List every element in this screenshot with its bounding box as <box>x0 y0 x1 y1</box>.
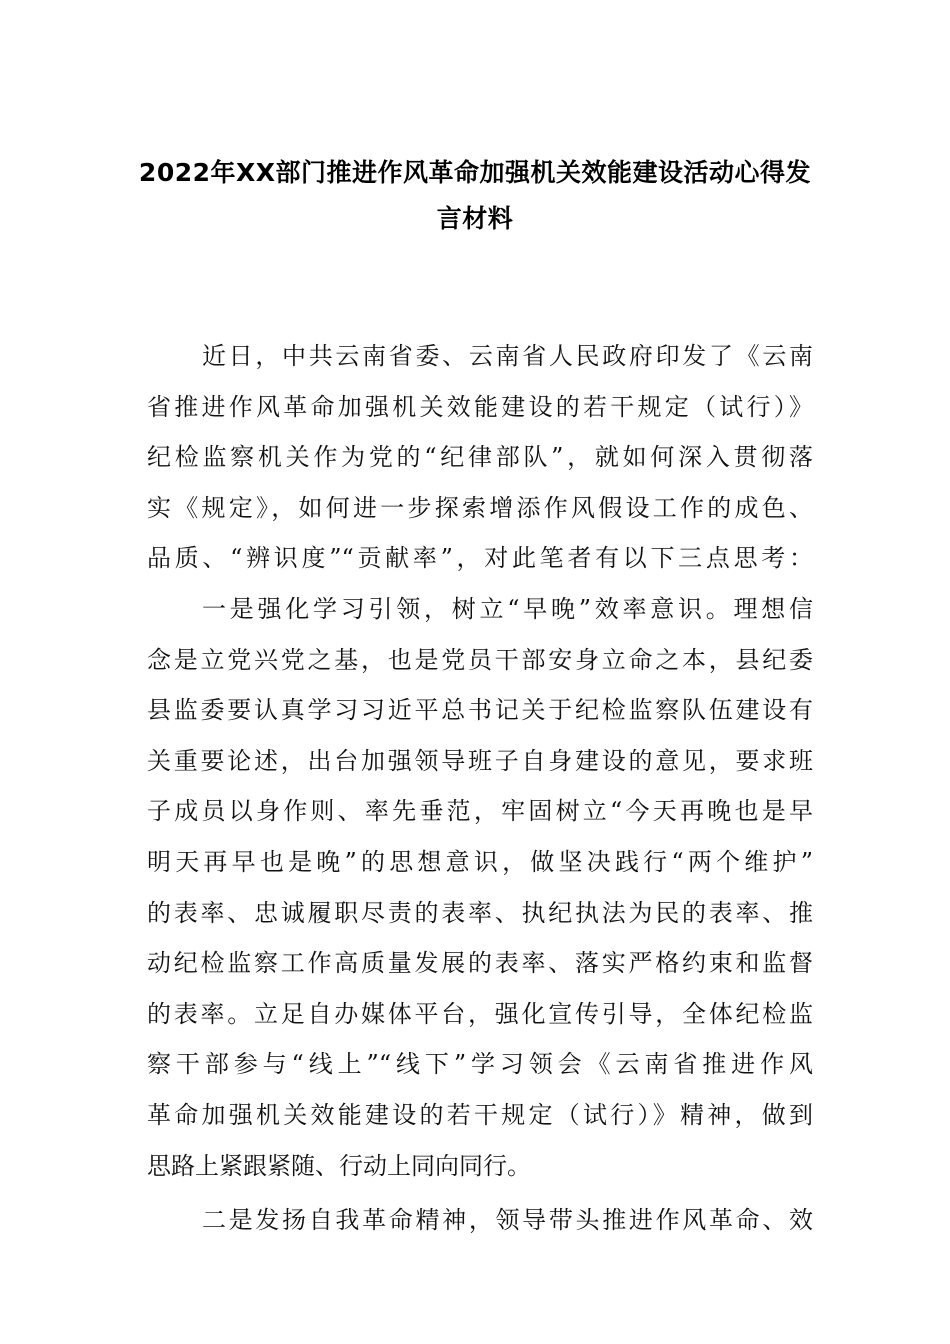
body-line: 实《规定》，如何进一步探索增添作风假设工作的成色、 <box>147 493 813 522</box>
body-line: 县监委要认真学习习近平总书记关于纪检监察队伍建设有 <box>147 696 813 725</box>
body-line: 思路上紧跟紧随、行动上同向同行。 <box>147 1151 531 1180</box>
paragraph-intro <box>147 331 813 584</box>
body-line: 念是立党兴党之基，也是党员干部安身立命之本，县纪委 <box>147 645 813 674</box>
body-line: 纪检监察机关作为党的“纪律部队”，就如何深入贯彻落 <box>147 443 813 472</box>
paragraph-point-two <box>147 1195 813 1246</box>
body-line: 子成员以身作则、率先垂范，牢固树立“今天再晚也是早 <box>147 797 813 826</box>
body-line: 品质、“辨识度”“贡献率”，对此笔者有以下三点思考： <box>147 544 813 573</box>
title-line-2: 言材料 <box>436 204 514 233</box>
body-line: 省推进作风革命加强机关效能建设的若干规定（试行）》 <box>147 392 813 421</box>
title-line-1: 2022年XX部门推进作风革命加强机关效能建设活动心得发 <box>138 158 812 187</box>
document-body <box>147 331 813 1246</box>
body-line: 明天再早也是晚”的思想意识，做坚决践行“两个维护” <box>147 847 813 876</box>
document-title <box>120 150 830 242</box>
body-line: 革命加强机关效能建设的若干规定（试行）》精神，做到 <box>147 1100 813 1129</box>
body-line: 关重要论述，出台加强领导班子自身建设的意见，要求班 <box>147 746 813 775</box>
body-line: 近日，中共云南省委、云南省人民政府印发了《云南 <box>202 342 813 370</box>
body-line: 二是发扬自我革命精神，领导带头推进作风革命、效 <box>202 1206 813 1235</box>
body-line: 一是强化学习引领，树立“早晚”效率意识。理想信 <box>202 594 813 623</box>
body-line: 动纪检监察工作高质量发展的表率、落实严格约束和监督 <box>147 949 813 978</box>
body-line: 的表率。立足自办媒体平台，强化宣传引导，全体纪检监 <box>147 999 813 1028</box>
body-line: 的表率、忠诚履职尽责的表率、执纪执法为民的表率、推 <box>147 898 813 927</box>
body-line: 察干部参与“线上”“线下”学习领会《云南省推进作风 <box>147 1050 813 1079</box>
paragraph-point-one <box>147 584 813 1191</box>
